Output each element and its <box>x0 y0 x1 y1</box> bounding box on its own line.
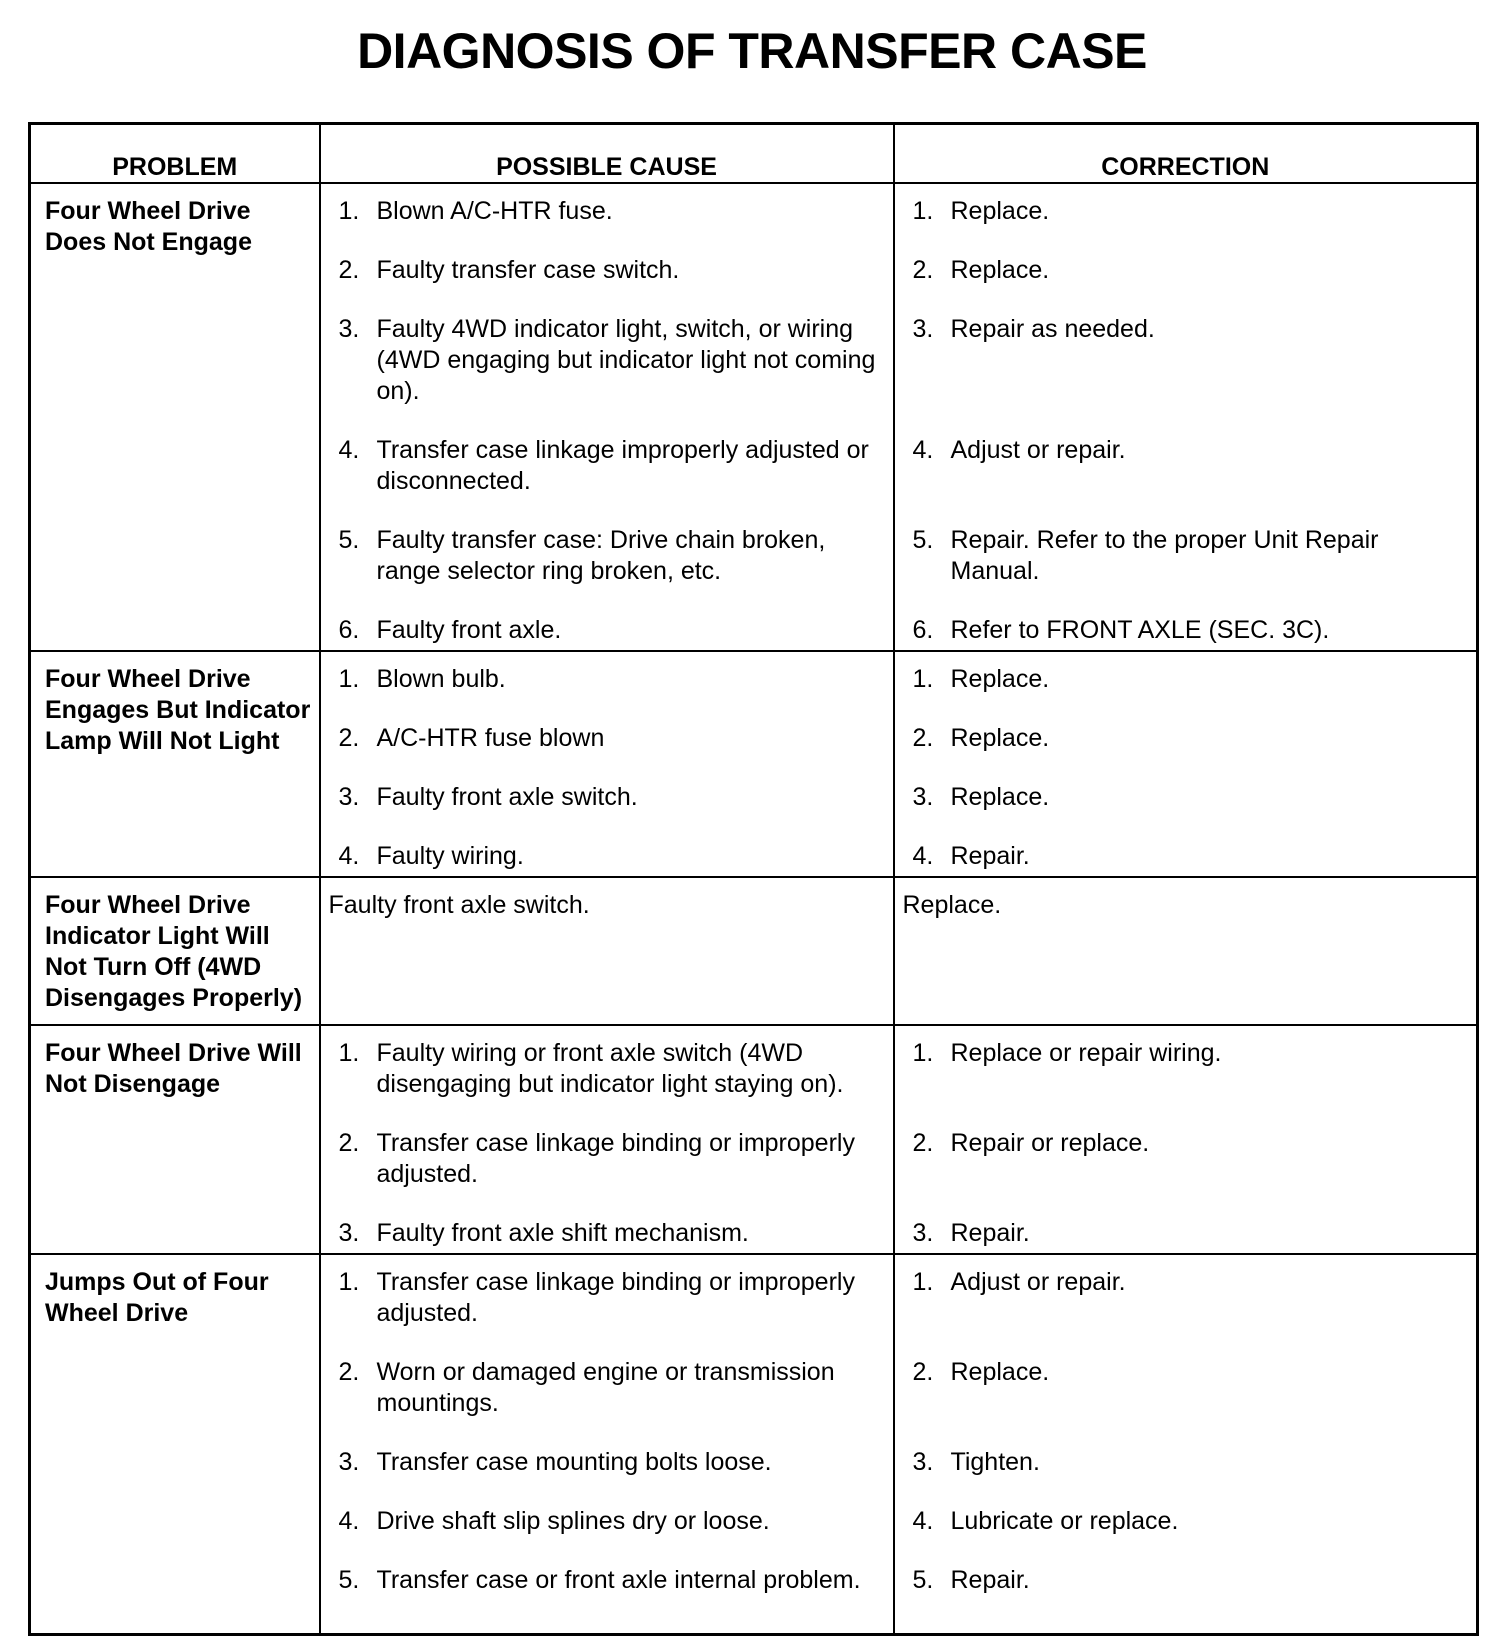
correction-cell <box>894 1254 1478 1634</box>
list-item <box>339 1128 883 1190</box>
item-text: Transfer case or front axle internal problem. <box>376 1566 861 1594</box>
item-text: Replace. <box>950 665 1050 693</box>
list-item <box>339 435 883 497</box>
item-text: Replace. <box>950 256 1050 284</box>
item-text: Faulty wiring. <box>376 842 524 870</box>
item-text: Repair as needed. <box>950 315 1155 343</box>
item-number: 2. <box>912 724 934 752</box>
item-text: Repair. <box>950 1219 1030 1247</box>
item-text: Repair. <box>950 842 1030 870</box>
problem-cell: Four Wheel Drive Does Not Engage <box>30 183 320 651</box>
item-number: 5. <box>912 526 934 554</box>
list-item <box>339 1267 883 1329</box>
list-item <box>339 1506 883 1537</box>
list-item <box>913 435 1467 466</box>
item-text: Transfer case mounting bolts loose. <box>376 1448 772 1476</box>
item-number: 4. <box>912 436 934 464</box>
item-text: Faulty front axle switch. <box>376 783 638 811</box>
item-text: Transfer case linkage improperly adjusted or disconnected. <box>376 436 869 495</box>
list-item <box>913 1128 1467 1159</box>
item-number: 3. <box>912 1219 934 1247</box>
list-item <box>913 782 1467 813</box>
cause-cell: Faulty front axle switch. <box>320 877 894 1025</box>
item-text: A/C-HTR fuse blown <box>376 724 605 752</box>
item-number: 3. <box>338 1448 360 1476</box>
item-number: 4. <box>912 1507 934 1535</box>
item-number: 2. <box>338 1129 360 1157</box>
list-item <box>339 1038 883 1100</box>
list-item <box>339 196 883 227</box>
item-number: 1. <box>338 1268 360 1296</box>
diagnosis-table <box>28 122 1479 1636</box>
table-row <box>30 877 1478 1025</box>
item-number: 2. <box>338 724 360 752</box>
list-item <box>913 196 1467 227</box>
item-text: Adjust or repair. <box>950 1268 1126 1296</box>
problem-cell: Four Wheel Drive Will Not Disengage <box>30 1025 320 1254</box>
list-item <box>913 723 1467 754</box>
cause-cell <box>320 651 894 877</box>
list-item <box>913 314 1467 345</box>
item-text: Repair or replace. <box>950 1129 1150 1157</box>
item-text: Transfer case linkage binding or improperly adjusted. <box>376 1268 855 1327</box>
item-number: 5. <box>338 526 360 554</box>
item-text: Drive shaft slip splines dry or loose. <box>376 1507 770 1535</box>
table-row <box>30 651 1478 877</box>
table-row <box>30 1254 1478 1634</box>
item-text: Repair. Refer to the proper Unit Repair Manual. <box>950 526 1379 585</box>
table-row <box>30 183 1478 651</box>
item-number: 4. <box>338 1507 360 1535</box>
item-text: Lubricate or replace. <box>950 1507 1179 1535</box>
list-item <box>339 525 883 587</box>
item-number: 4. <box>912 842 934 870</box>
item-number: 4. <box>338 842 360 870</box>
header-possible-cause: POSSIBLE CAUSE <box>320 124 894 184</box>
item-text: Refer to FRONT AXLE (SEC. 3C). <box>950 616 1330 644</box>
item-text: Repair. <box>950 1566 1030 1594</box>
item-number: 5. <box>912 1566 934 1594</box>
list-item <box>913 1218 1467 1249</box>
item-number: 1. <box>338 1039 360 1067</box>
item-number: 4. <box>338 436 360 464</box>
item-number: 2. <box>912 256 934 284</box>
item-text: Replace. <box>950 197 1050 225</box>
correction-cell <box>894 651 1478 877</box>
item-number: 3. <box>338 315 360 343</box>
item-text: Blown bulb. <box>376 665 506 693</box>
list-item <box>913 841 1467 872</box>
list-item <box>339 782 883 813</box>
item-text: Replace or repair wiring. <box>950 1039 1222 1067</box>
list-item <box>339 1565 883 1596</box>
correction-cell <box>894 183 1478 651</box>
list-item <box>339 1357 883 1419</box>
list-item <box>339 1218 883 1249</box>
list-item <box>913 664 1467 695</box>
item-text: Faulty 4WD indicator light, switch, or wiring (4WD engaging but indicator light not coming on). <box>376 315 876 405</box>
header-correction: CORRECTION <box>894 124 1478 184</box>
item-text: Worn or damaged engine or transmission mountings. <box>376 1358 835 1417</box>
item-number: 2. <box>912 1358 934 1386</box>
item-number: 2. <box>338 1358 360 1386</box>
item-text: Transfer case linkage binding or improperly adjusted. <box>376 1129 855 1188</box>
item-number: 3. <box>912 1448 934 1476</box>
table-row <box>30 1025 1478 1254</box>
cause-cell <box>320 1254 894 1634</box>
item-number: 5. <box>338 1566 360 1594</box>
list-item <box>339 664 883 695</box>
item-number: 1. <box>912 665 934 693</box>
item-number: 3. <box>338 1219 360 1247</box>
list-item <box>913 1506 1467 1537</box>
item-number: 1. <box>338 665 360 693</box>
item-text: Adjust or repair. <box>950 436 1126 464</box>
list-item <box>913 1038 1467 1069</box>
list-item <box>339 255 883 286</box>
item-text: Tighten. <box>950 1448 1040 1476</box>
item-number: 6. <box>912 616 934 644</box>
item-number: 1. <box>912 1039 934 1067</box>
item-number: 2. <box>338 256 360 284</box>
item-number: 1. <box>912 197 934 225</box>
item-number: 2. <box>912 1129 934 1157</box>
list-item <box>339 723 883 754</box>
problem-cell: Jumps Out of Four Wheel Drive <box>30 1254 320 1634</box>
item-text: Blown A/C-HTR fuse. <box>376 197 613 225</box>
item-text: Replace. <box>950 1358 1050 1386</box>
item-text: Faulty front axle. <box>376 616 562 644</box>
item-text: Faulty transfer case switch. <box>376 256 680 284</box>
item-text: Faulty transfer case: Drive chain broken, range selector ring broken, etc. <box>376 526 826 585</box>
item-text: Replace. <box>950 783 1050 811</box>
list-item <box>913 1565 1467 1596</box>
item-text: Faulty front axle shift mechanism. <box>376 1219 749 1247</box>
cause-cell <box>320 183 894 651</box>
list-item <box>913 1357 1467 1388</box>
list-item <box>339 841 883 872</box>
item-text: Faulty wiring or front axle switch (4WD disengaging but indicator light staying on). <box>376 1039 844 1098</box>
problem-cell: Four Wheel Drive Engages But Indicator Lamp Will Not Light <box>30 651 320 877</box>
table-header-row <box>30 124 1478 184</box>
list-item <box>339 314 883 407</box>
item-number: 6. <box>338 616 360 644</box>
problem-cell: Four Wheel Drive Indicator Light Will Not Turn Off (4WD Disengages Properly) <box>30 877 320 1025</box>
item-text: Replace. <box>950 724 1050 752</box>
page-title: DIAGNOSIS OF TRANSFER CASE <box>357 23 1147 79</box>
correction-cell <box>894 1025 1478 1254</box>
item-number: 3. <box>338 783 360 811</box>
list-item <box>913 1267 1467 1298</box>
list-item <box>339 615 883 646</box>
list-item <box>913 255 1467 286</box>
list-item <box>913 525 1467 587</box>
item-number: 3. <box>912 315 934 343</box>
item-number: 1. <box>912 1268 934 1296</box>
item-number: 3. <box>912 783 934 811</box>
item-number: 1. <box>338 197 360 225</box>
list-item <box>339 1447 883 1478</box>
header-problem: PROBLEM <box>30 124 320 184</box>
list-item <box>913 615 1467 646</box>
list-item <box>913 1447 1467 1478</box>
cause-cell <box>320 1025 894 1254</box>
correction-cell: Replace. <box>894 877 1478 1025</box>
